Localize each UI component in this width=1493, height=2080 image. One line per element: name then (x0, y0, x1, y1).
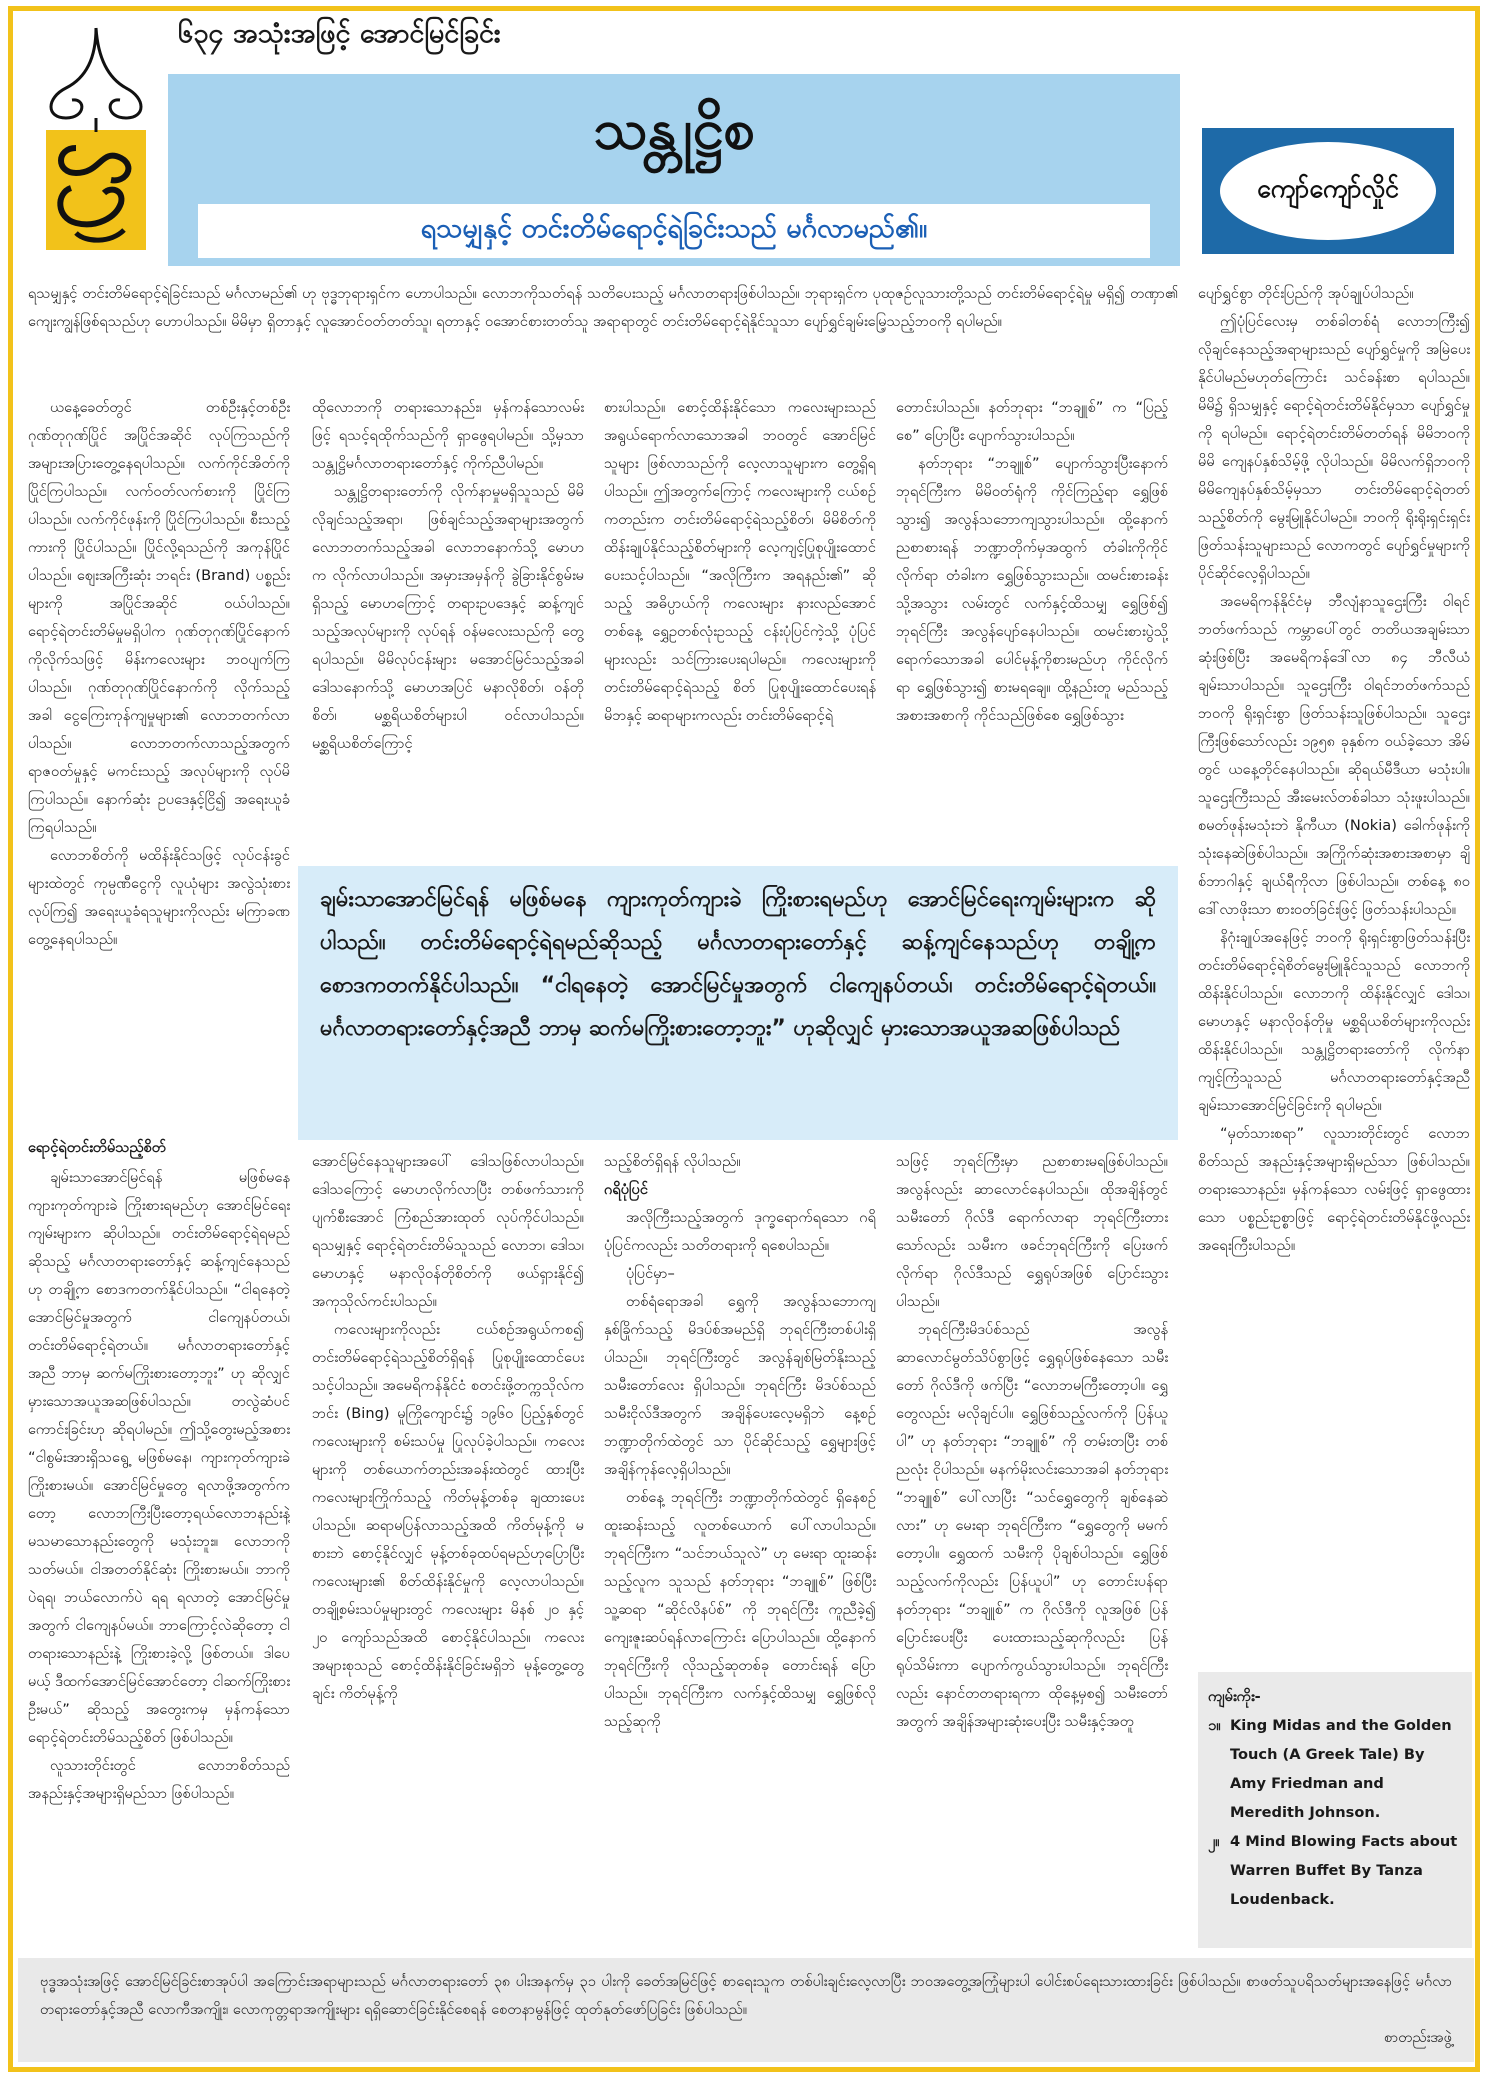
reference-text: 4 Mind Blowing Facts about Warren Buffet By Tanza Loudenback. (1230, 1833, 1458, 1908)
column-1-paragraph: ချမ်းသာအောင်မြင်ရန် မဖြစ်မနေ ကျားကုတ်ကျားခဲ ကြိုးစားရမည်ဟု အောင်မြင်ရေးကျမ်းများက ဆိုပါသည်။ တင်းတိမ်ရောင့်ရဲရမည်ဆိုသည့် မင်္ဂလာတရားတော်နှင့် ဆန့်ကျင်နေသည်ဟု တချို့က စောဒကတက်နိုင်ပါသည်။ “ငါရနေတဲ့ အောင်မြင်မှုအတွက် ငါကျေနပ်တယ်၊ တင်းတိမ်ရောင့်ရဲတယ်။ မင်္ဂလာတရားတော်နှင့်အညီ ဘာမှ ဆက်မကြိုးစားတော့ဘူး” ဟု ဆိုလျှင် မှားသောအယူအဆဖြစ်ပါသည်။ တလွဲဆံပင်ကောင်းခြင်းဟု ဆိုရပါမည်။ ဤသို့တွေးမည့်အစား “ငါစွမ်းအားရှိသရွေ့ မဖြစ်မနေ၊ ကျားကုတ်ကျားခဲ ကြိုးစားမယ်။ အောင်မြင်မှုတွေ ရလာဖို့အတွက်က တော့ လောဘကြီးပြီးတော့ရယ်လောဘနည်းနဲ့ မသမာသောနည်းတွေကို မသုံးဘူး။ လောဘကိုသတ်မယ်။ ငါအတတ်နိုင်ဆုံး ကြိုးစားမယ်။ ဘာကိုပဲရရ၊ ဘယ်လောက်ပဲ ရရ ရလာတဲ့ အောင်မြင်မှုအတွက် ငါကျေနပ်မယ်။ ဘာကြောင့်လဲဆိုတော့ ငါတရားသောနည်းနဲ့ ကြိုးစားခဲ့လို့ ဖြစ်တယ်။ ဒါပေမယ့် ဒီထက်အောင်မြင်အောင်တော့ ငါဆက်ကြိုးစားဦးမယ်” ဆိုသည့် အတွေးကမှ မှန်ကန်သော ရောင့်ရဲတင်းတိမ်သည့်စိတ် ဖြစ်ပါသည်။ (28, 1169, 290, 1746)
intro-text: ရသမျှနှင့် တင်းတိမ်ရောင့်ရဲခြင်းသည် မင်္ဂလာမည်၏ ဟု ဗုဒ္ဓဘုရားရှင်က ဟောပါသည်။ လောဘကိုသတ်ရန် သတိပေးသည့် မင်္ဂလာတရားဖြစ်ပါသည်။ ဘုရားရှင်က ပုထုဇဉ်လူသားတို့သည် တင်းတိမ်ရောင့်ရဲမှု မရှိ၍ တဏှာ၏ ကျေးကျွန်ဖြစ်ရသည်ဟု ဟောပါသည်။ မိမိမှာ ရှိတာနှင့် လူအောင်ဝတ်တတ်သူ၊ ရတာနှင့် ဝအောင်စားတတ်သူ အရာရာတွင် တင်းတိမ်ရောင့်ရဲနိုင်သူသာ ပျော်ရွှင်ချမ်းမြေ့သည့်ဘဝကို ရပါမည်။ (28, 285, 1178, 330)
section-heading: ဂရိပုံပြင် (604, 1181, 648, 1198)
column-3-paragraph: စားပါသည်။ စောင့်ထိန်းနိုင်သော ကလေးများသည် အရွယ်ရောက်လာသောအခါ ဘဝတွင် အောင်မြင်သူများ ဖြစ်လာသည်ကို လေ့လာသူများက တွေ့ရှိရပါသည်။ ဤအတွက်ကြောင့် ကလေးများကို ငယ်စဉ်ကတည်းက တင်းတိမ်ရောင့်ရဲသည့်စိတ်၊ မိမိစိတ်ကို ထိန်းချုပ်နိုင်သည့်စိတ်များကို လေ့ကျင့်ပြုစုပျိုးထောင်ပေးသင့်ပါသည်။ “အလိုကြီးက အရနည်း၏” ဆိုသည့် အဓိပ္ပာယ်ကို ကလေးများ နားလည်အောင် တစ်နေ့ ရွှေဥတစ်လုံးဥသည့် ငန်းပုံပြင်ကဲ့သို့ ပုံပြင်များလည်း သင်ကြားပေးရပါမည်။ ကလေးများကို တင်းတိမ်ရောင့်ရဲသည့် စိတ် ပြုစုပျိုးထောင်ပေးရန် မိဘနှင့် ဆရာများကလည်း တင်းတိမ်ရောင့်ရဲ (604, 399, 876, 724)
title-banner (168, 74, 1180, 266)
section-heading: ရောင့်ရဲတင်းတိမ်သည့်စိတ် (28, 1139, 166, 1156)
column-4-paragraph: ဘုရင်ကြီးမိဒပ်စ်သည် အလွန်ဆာလောင်မွတ်သိပ်စွာဖြင့် ရွှေရုပ်ဖြစ်နေသော သမီးတော် ဂိုလ်ဒီကို ဖက်ပြီး “လောဘမကြီးတော့ပါ။ ရွှေတွေလည်း မလိုချင်ပါ။ ရွှေဖြစ်သည့်လက်ကို ပြန်ယူပါ” ဟု နတ်ဘုရား “ဘချူစ်” ကို တမ်းတပြီး တစ်ညလုံး ငိုပါသည်။ မနက်မိုးလင်းသောအခါ နတ်ဘုရား “ဘချူစ်” ပေါ်လာပြီး “သင်ရွှေတွေကို ချစ်နေဆဲလား” ဟု မေးရာ ဘုရင်ကြီးက “ရွှေတွေကို မမက်တော့ပါ။ ရွှေထက် သမီးကို ပိုချစ်ပါသည်။ ရွှေဖြစ်သည့်လက်ကိုလည်း ပြန်ယူပါ” ဟု တောင်းပန်ရာ နတ်ဘုရား “ဘချူစ်” က ဂိုလ်ဒီကို လူအဖြစ် ပြန်ပြောင်းပေးပြီး ပေးထားသည့်ဆုကိုလည်း ပြန်ရုပ်သိမ်းကာ ပျောက်ကွယ်သွားပါသည်။ ဘုရင်ကြီးလည်း နောင်တတရားရကာ ထိုနေ့မှစ၍ သမီးတော်အတွက် အချိန်အများဆုံးပေးပြီး သမီးနှင့်အတူ (896, 1321, 1168, 1730)
column-5-paragraph: အမေရိကန်နိုင်ငံမှ ဘီလျံနာသူဌေးကြီး ဝါရင်ဘတ်ဖက်သည် ကမ္ဘာပေါ်တွင် တတိယအချမ်းသာဆုံးဖြစ်ပြီး အမေရိကန်ဒေါ်လာ ၈၄ ဘီလီယံ ချမ်းသာပါသည်။ သူဌေးကြီး ဝါရင်ဘတ်ဖက်သည် ဘဝကို ရိုးရှင်းစွာ ဖြတ်သန်းသူဖြစ်ပါသည်။ သူဌေးကြီးဖြစ်သော်လည်း ၁၉၅၈ ခုနှစ်က ဝယ်ခဲ့သော အိမ်တွင် ယနေ့တိုင်နေပါသည်။ ဆိုရယ်မီဒီယာ မသုံးပါ။ သူဌေးကြီးသည် အီးမေးလ်တစ်ခါသာ သုံးဖူးပါသည်။ စမတ်ဖုန်းမသုံးဘဲ နိုကီယာ (Nokia) ခေါက်ဖုန်းကို သုံးနေဆဲဖြစ်ပါသည်။ အကြိုက်ဆုံးအစားအစာမှာ ချိစ်ဘာဂါနှင့် ချယ်ရီကိုလာ ဖြစ်ပါသည်။ တစ်နေ့ ၈၀ ဒေါ်လာဖိုးသာ စားဝတ်ခြင်းဖြင့် ဖြတ်သန်းပါသည်။ (1198, 593, 1470, 918)
column-5-paragraph: နိဂုံးချုပ်အနေဖြင့် ဘဝကို ရိုးရှင်းစွာဖြတ်သန်းပြီး တင်းတိမ်ရောင့်ရဲစိတ်မွေးမြူနိုင်သူသည် လောဘကို ထိန်းနိုင်ပါသည်။ လောဘကို ထိန်းနိုင်လျှင် ဒေါသ၊ မောဟနှင့် မနာလိုဝန်တိုမှု မစ္ဆရိယစိတ်များကိုလည်း ထိန်းနိုင်ပါသည်။ သန္တုဋ္ဌိတရားတော်ကို လိုက်နာကျင့်ကြံသူသည် မင်္ဂလာတရားတော်နှင့်အညီ ချမ်းသာအောင်မြင်ခြင်းကို ရပါမည်။ (1198, 929, 1470, 1114)
author-name: ကျော်ကျော်လှိုင် (1220, 142, 1436, 240)
footer-text: ဗုဒ္ဓအသုံးအဖြင့် အောင်မြင်ခြင်းစာအုပ်ပါ အကြောင်းအရာများသည် မင်္ဂလာတရားတော် ၃၈ ပါးအနက်မှ ၃၁ ပါးကို ခေတ်အမြင်ဖြင့် စာရေးသူက တစ်ပါးချင်းလေ့လာပြီး ဘဝအတွေ့အကြုံများပါ ပေါင်းစပ်ရေးသားထားခြင်း ဖြစ်ပါသည်။ စာဖတ်သူပရိသတ်များအနေဖြင့် မင်္ဂလာတရားတော်နှင့်အညီ လောကီအကျိုး၊ လောကုတ္တရာအကျိုးများ ရရှိဆောင်ခြင်းနိုင်စေရန် စေတနာမွန်ဖြင့် ထုတ်နုတ်ဖော်ပြခြင်း ဖြစ်ပါသည်။ (40, 1973, 1452, 2018)
column-2-paragraph: ကလေးများကိုလည်း ငယ်စဉ်အရွယ်ကစ၍ တင်းတိမ်ရောင့်ရဲသည့်စိတ်ရှိရန် ပြုစုပျိုးထောင်ပေးသင့်ပါသည်။ အမေရိကန်နိုင်ငံ စတင်းဖို့တက္ကသိုလ်က ဘင်း (Bing) မူကြိုကျောင်း၌ ၁၉၆၀ ပြည့်နှစ်တွင် ကလေးများကို စမ်းသပ်မှု ပြုလုပ်ခဲ့ပါသည်။ ကလေးများကို တစ်ယောက်တည်းအခန်းထဲတွင် ထားပြီး ကလေးများကြိုက်သည့် ကိတ်မုန့်တစ်ခု ချထားပေးပါသည်။ ဆရာမပြန်လာသည့်အထိ ကိတ်မုန့်ကို မစားဘဲ စောင့်နိုင်လျှင် မုန့်တစ်ခုထပ်ရမည်ဟုပြောပြီး ကလေးများ၏ စိတ်ထိန်းနိုင်မှုကို လေ့လာပါသည်။ တချို့စမ်းသပ်မှုများတွင် ကလေးများ မိနစ် ၂၀ နှင့် ၂၀ ကျော်သည်အထိ စောင့်နိုင်ပါသည်။ ကလေးအများစုသည် စောင့်ထိန်းနိုင်ခြင်းမရှိဘဲ မုန့်တွေ့တွေ့ချင်း ကိတ်မုန့်ကို (312, 1321, 584, 1702)
column-4 (896, 394, 1168, 860)
pull-quote (298, 866, 1178, 1140)
column-1-paragraph: လောဘစိတ်ကို မထိန်းနိုင်သဖြင့် လုပ်ငန်းခွင်များထဲတွင် ကုမ္ပဏီငွေကို လူယုံများ အလွဲသုံးစားလုပ်ကြ၍ အရေးယူခံရသူများကိုလည်း မကြာခဏ တွေ့နေရပါသည်။ (28, 847, 290, 948)
column-2-paragraph: အောင်မြင်နေသူများအပေါ် ဒေါသဖြစ်လာပါသည်။ ဒေါသကြောင့် မောဟလိုက်လာပြီး တစ်ဖက်သားကို ပျက်စီးအောင် ကြံစည်အားထုတ် လုပ်ကိုင်ပါသည်။ ရသမျှနှင့် ရောင့်ရဲတင်းတိမ်သူသည် လောဘ၊ ဒေါသ၊ မောဟနှင့် မနာလိုဝန်တိုစိတ်ကို ဖယ်ရှားနိုင်၍ အကုသိုလ်ကင်းပါသည်။ (312, 1153, 584, 1310)
reference-text: King Midas and the Golden Touch (A Greek Tale) By Amy Friedman and Meredith Johnson. (1230, 1717, 1452, 1821)
footer-signature: စာတည်းအဖွဲ့ (1384, 2029, 1452, 2046)
column-2-lower (312, 1148, 584, 1952)
column-3-paragraph: တစ်နေ့ ဘုရင်ကြီး ဘဏ္ဍာတိုက်ထဲတွင် ရှိနေစဉ် ထူးဆန်းသည့် လူတစ်ယောက် ပေါ်လာပါသည်။ ဘုရင်ကြီးက “သင်ဘယ်သူလဲ” ဟု မေးရာ ထူးဆန်းသည့်လူက သူသည် နတ်ဘုရား “ဘချူစ်” ဖြစ်ပြီး သူ့ဆရာ “ဆိုင်လိနပ်စ်” ကို ဘုရင်ကြီး ကူညီခဲ့၍ ကျေးဇူးဆပ်ရန်လာကြောင်း ပြောပါသည်။ ထို့နောက်ဘုရင်ကြီးကို လိုသည့်ဆုတစ်ခု တောင်းရန် ပြောပါသည်။ ဘုရင်ကြီးက လက်နှင့်ထိသမျှ ရွှေဖြစ်လိုသည့်ဆုကို (604, 1489, 876, 1730)
column-5-paragraph: ဤပုံပြင်လေးမှ တစ်ခါတစ်ရံ လောဘကြီး၍ လိုချင်နေသည့်အရာများသည် ပျော်ရွှင်မှုကို အမြဲပေးနိုင်ပါမည်မဟုတ်ကြောင်း သင်ခန်းစာ ရပါသည်။ မိမိ၌ ရှိသမျှနှင့် ရောင့်ရဲတင်းတိမ်နိုင်မှသာ ပျော်ရွှင်မှုကို ရပါမည်။ ရောင့်ရဲတင်းတိမ်တတ်ရန် မိမိဘဝကိုမိမိ ကျေနပ်နှစ်သိမ့်ဖို့ လိုပါသည်။ မိမိလက်ရှိဘဝကို မိမိကျေနပ်နှစ်သိမ့်မှသာ တင်းတိမ်ရောင့်ရဲတတ်သည့်စိတ်ကို မွေးမြူနိုင်ပါမည်။ ဘဝကို ရိုးရိုးရှင်းရှင်း ဖြတ်သန်းသူများသည် လောကတွင် ပျော်ရွှင်မှုများကို ပိုင်ဆိုင်လေ့ရှိပါသည်။ (1198, 313, 1470, 582)
reference-number: ၁။ (1208, 1717, 1221, 1734)
column-1-paragraph: ယနေ့ခေတ်တွင် တစ်ဦးနှင့်တစ်ဦး ဂုဏ်တုဂုဏ်ပြိုင် အပြိုင်အဆိုင် လုပ်ကြသည်ကို အများအပြားတွေ့နေရပါသည်။ လက်ကိုင်အိတ်ကို ပြိုင်ကြပါသည်။ လက်ဝတ်လက်စားကို ပြိုင်ကြပါသည်။ လက်ကိုင်ဖုန်းကို ပြိုင်ကြပါသည်။ စီးသည့်ကားကို ပြိုင်ပါသည်။ ပြိုင်လို့ရသည်ကို အကုန်ပြိုင်ပါသည်။ ဈေးအကြီးဆုံး ဘရင်း (Brand) ပစ္စည်းများကို အပြိုင်အဆိုင် ဝယ်ပါသည်။ ရောင့်ရဲတင်းတိမ်မှုမရှိပါက ဂုဏ်တုဂုဏ်ပြိုင်နောက်ကိုလိုက်သဖြင့် မိန်းကလေးများ ဘဝပျက်ကြပါသည်။ ဂုဏ်တုဂုဏ်ပြိုင်နောက်ကို လိုက်သည့်အခါ ငွေကြေးကုန်ကျမှုများ၏ လောဘတက်လာပါသည်။ လောဘတက်လာသည့်အတွက် ရာဇဝတ်မှုနှင့် မကင်းသည့် အလုပ်များကို လုပ်မိကြပါသည်။ နောက်ဆုံး ဥပဒေနှင့်ငြိ၍ အရေးယူခံကြရပါသည်။ (28, 399, 290, 836)
column-2-paragraph: ထိုလောဘကို တရားသောနည်း၊ မှန်ကန်သောလမ်းဖြင့် ရသင့်ရထိုက်သည်ကို ရှာဖွေရပါမည်။ သို့မှသာ သန္တုဋ္ဌိမင်္ဂလာတရားတော်နှင့် ကိုက်ညီပါမည်။ (312, 399, 584, 472)
column-5 (1198, 280, 1470, 1664)
subtitle-box (198, 204, 1150, 258)
reference-number: ၂။ (1208, 1833, 1220, 1850)
column-4-paragraph: နတ်ဘုရား “ဘချူစ်” ပျောက်သွားပြီးနောက် ဘုရင်ကြီးက မိမိဝတ်ရုံကို ကိုင်ကြည့်ရာ ရွှေဖြစ်သွား၍ အလွန်သဘောကျသွားပါသည်။ ထို့နောက် ညစာစားရန် ဘဏ္ဍာတိုက်မှအထွက် တံခါးကိုကိုင်လိုက်ရာ တံခါးက ရွှေဖြစ်သွားသည်။ ထမင်းစားခန်းသို့အသွား လမ်းတွင် လက်နှင့်ထိသမျှ ရွှေဖြစ်၍ ဘုရင်ကြီး အလွန်ပျော်နေပါသည်။ ထမင်းစားပွဲသို့ ရောက်သောအခါ ပေါင်မုန့်ကိုစားမည်ဟု ကိုင်လိုက်ရာ ရွှေဖြစ်သွား၍ စားမရချေ။ ထို့နည်းတူ မည်သည့်အစားအစာကို ကိုင်သည်ဖြစ်စေ ရွှေဖြစ်သွား (896, 455, 1168, 724)
column-3-paragraph: တစ်ရံရောအခါ ရွှေကို အလွန်သဘောကျ နှစ်ခြိုက်သည့် မိဒပ်စ်အမည်ရှိ ဘုရင်ကြီးတစ်ပါးရှိပါသည်။ ဘုရင်ကြီးတွင် အလွန်ချစ်မြတ်နိုးသည့် သမီးတော်လေး ရှိပါသည်။ ဘုရင်ကြီး မိဒပ်စ်သည် သမီးငိုလ်ဒီအတွက် အချိန်ပေးလေ့မရှိဘဲ နေ့စဉ်ဘဏ္ဍာတိုက်ထဲတွင် သာ ပိုင်ဆိုင်သည့် ရွှေများဖြင့် အချိန်ကုန်လေ့ရှိပါသည်။ (604, 1293, 876, 1478)
column-3-paragraph: ပုံပြင်မှာ– (626, 1265, 675, 1282)
references-heading: ကျမ်းကိုး- (1208, 1688, 1261, 1705)
footer-note (18, 1958, 1474, 2062)
reference-item (1208, 1827, 1462, 1914)
column-2 (312, 394, 584, 860)
ornamental-flourish-icon (26, 18, 166, 258)
article-title: သန္တုဋ္ဌိစ (593, 97, 755, 162)
column-1 (28, 394, 290, 1130)
series-title: ၆၃၄ အသုံးအဖြင့် အောင်မြင်ခြင်း (178, 18, 501, 49)
article-subtitle: ရသမျှနှင့် တင်းတိမ်ရောင့်ရဲခြင်းသည် မင်္ဂလာမည်၏။ (420, 213, 928, 244)
column-3-lower (604, 1148, 876, 1952)
column-4-lower (896, 1148, 1168, 1952)
column-4-paragraph: တောင်းပါသည်။ နတ်ဘုရား “ဘချူစ်” က “ပြည့်စေ” ပြောပြီး ပျောက်သွားပါသည်။ (896, 399, 1168, 444)
reference-item (1208, 1711, 1462, 1827)
column-4-paragraph: သဖြင့် ဘုရင်ကြီးမှာ ညစာစားမရဖြစ်ပါသည်။ အလွန်လည်း ဆာလောင်နေပါသည်။ ထိုအချိန်တွင် သမီးတော် ဂိုလ်ဒီ ရောက်လာရာ ဘုရင်ကြီးတားသော်လည်း သမီးက ဖခင်ဘုရင်ကြီးကို ပြေးဖက်လိုက်ရာ ဂိုလ်ဒီသည် ရွှေရုပ်အဖြစ် ပြောင်းသွားပါသည်။ (896, 1153, 1168, 1310)
references-box (1198, 1672, 1472, 1948)
author-box (1202, 128, 1454, 254)
pull-quote-text: ချမ်းသာအောင်မြင်ရန် မဖြစ်မနေ ကျားကုတ်ကျားခဲ ကြိုးစားရမည်ဟု အောင်မြင်ရေးကျမ်းများက ဆိုပါသည်။ တင်းတိမ်ရောင့်ရဲရမည်ဆိုသည့် မင်္ဂလာတရားတော်နှင့် ဆန့်ကျင်နေသည်ဟု တချို့က စောဒကတက်နိုင်ပါသည်။ “ငါရနေတဲ့ အောင်မြင်မှုအတွက် ငါကျေနပ်တယ်၊ တင်းတိမ်ရောင့်ရဲတယ်။ မင်္ဂလာတရားတော်နှင့်အညီ ဘာမှ ဆက်မကြိုးစားတော့ဘူး” ဟုဆိုလျှင် မှားသောအယူအဆဖြစ်ပါသည် (320, 887, 1156, 1041)
column-5-paragraph: ပျော်ရွှင်စွာ တိုင်းပြည်ကို အုပ်ချုပ်ပါသည်။ (1198, 285, 1414, 302)
column-3-paragraph: အလိုကြီးသည့်အတွက် ဒုက္ခရောက်ရသော ဂရိပုံပြင်ကလည်း သတိတရားကို ရစေပါသည်။ (604, 1209, 876, 1254)
intro-paragraph (28, 280, 1178, 392)
column-5-paragraph: “မှတ်သားစရာ” လူသားတိုင်းတွင် လောဘစိတ်သည် အနည်းနှင့်အများရှိမည်သာ ဖြစ်ပါသည်။ တရားသောနည်း၊ မှန်ကန်သော လမ်းဖြင့် ရှာဖွေထားသော ပစ္စည်းဥစ္စာဖြင့် ရောင့်ရဲတင်းတိမ်နိုင်ဖို့လည်း အရေးကြီးပါသည်။ (1198, 1125, 1470, 1254)
column-1-lower (28, 1164, 290, 1952)
column-2-paragraph: သန္တုဋ္ဌိတရားတော်ကို လိုက်နာမှုမရှိသူသည် မိမိလိုချင်သည့်အရာ၊ ဖြစ်ချင်သည့်အရာများအတွက် လောဘတက်သည့်အခါ လောဘနောက်သို့ မောဟက လိုက်လာပါသည်။ အမှားအမှန်ကို ခွဲခြားနိုင်စွမ်းမရှိသည့် မောဟကြောင့် တရားဥပဒေနှင့် ဆန့်ကျင်သည့်အလုပ်များကို လုပ်ရန် ဝန်မလေးသည်ကို တွေ့ရပါသည်။ မိမိလုပ်ငန်းများ မအောင်မြင်သည့်အခါ ဒေါသနောက်သို့ မောဟအပြင် မနာလိုစိတ်၊ ဝန်တိုစိတ်၊ မစ္ဆရိယစိတ်များပါ ဝင်လာပါသည်။ မစ္ဆရိယစိတ်ကြောင့် (312, 483, 584, 752)
column-1-paragraph: လူသားတိုင်းတွင် လောဘစိတ်သည် အနည်းနှင့်အများရှိမည်သာ ဖြစ်ပါသည်။ (28, 1757, 290, 1802)
column-3-paragraph: သည့်စိတ်ရှိရန် လိုပါသည်။ (604, 1153, 741, 1170)
column-3 (604, 394, 876, 860)
